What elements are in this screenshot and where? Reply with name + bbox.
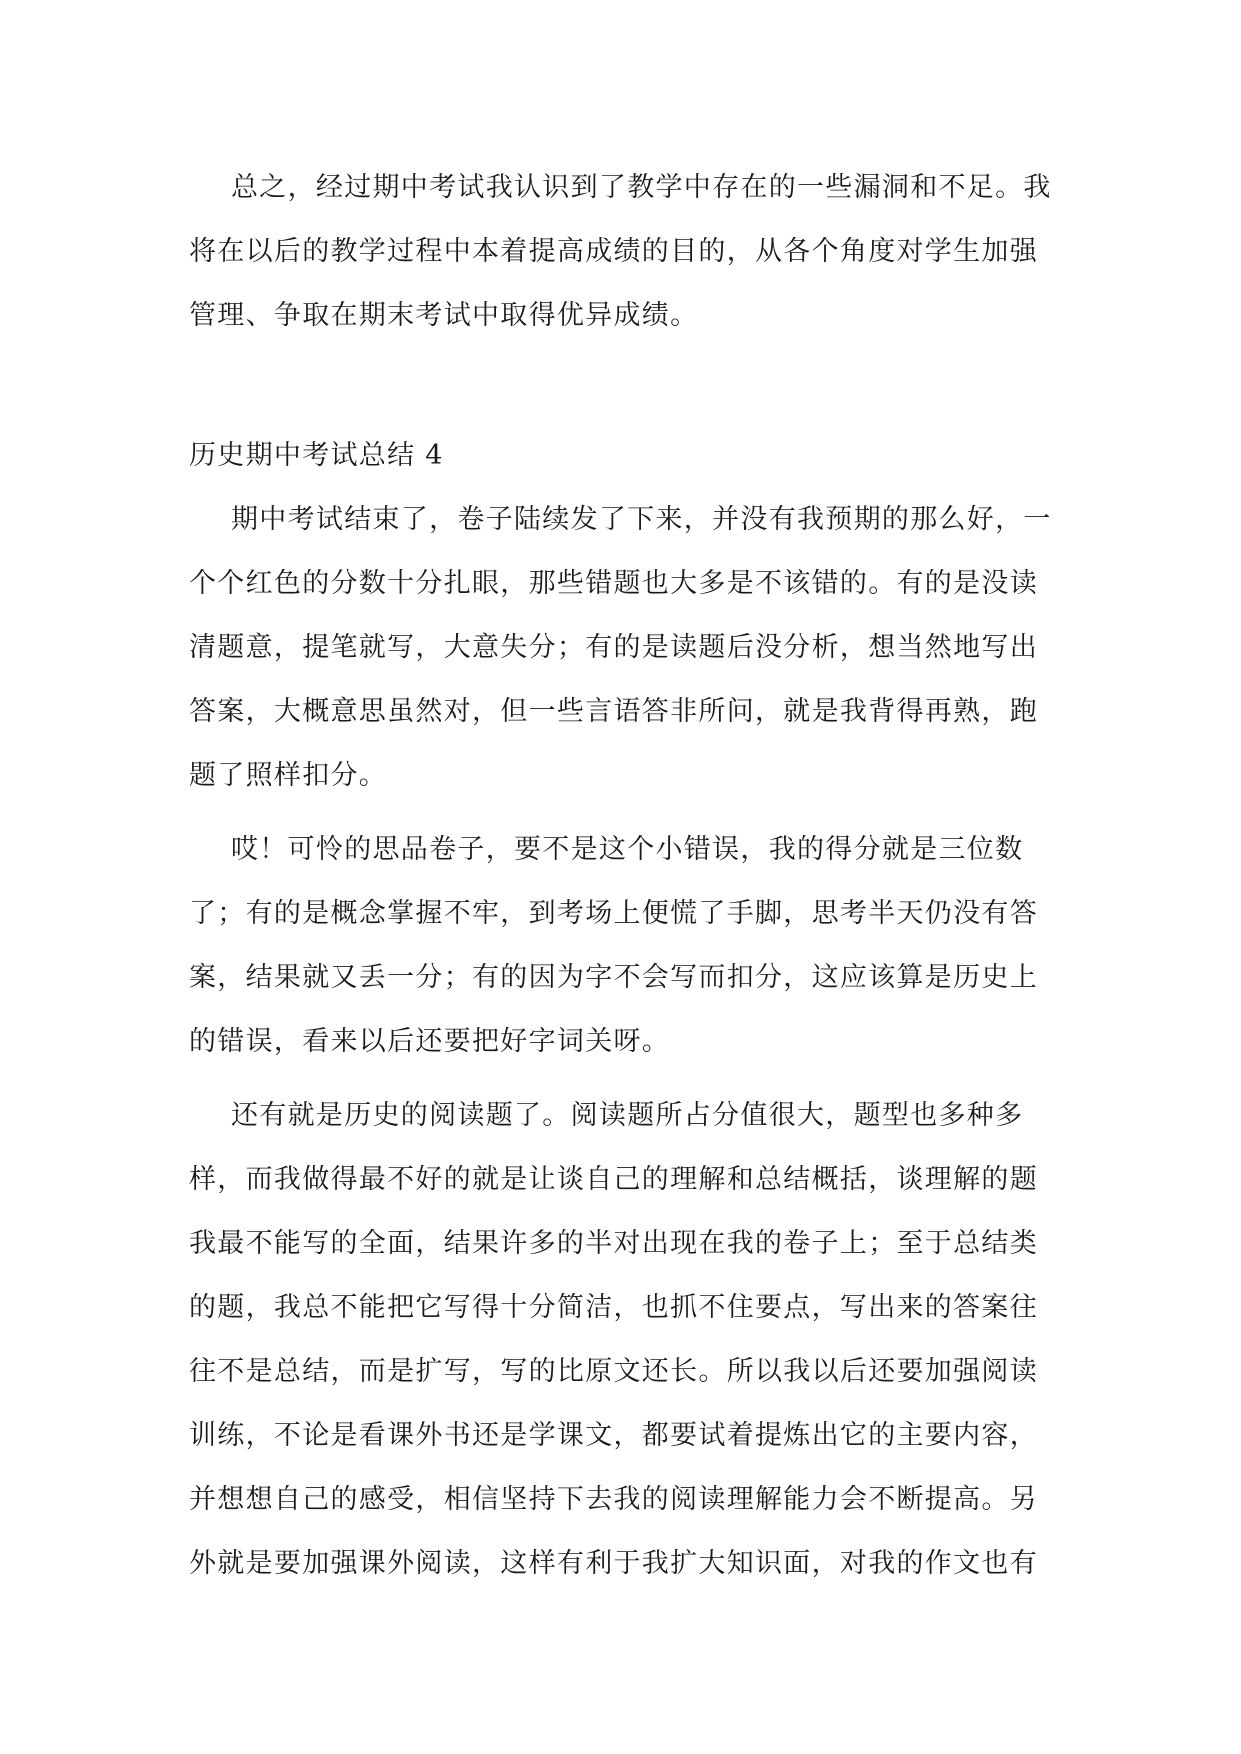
section-title: 历史期中考试总结 4: [189, 440, 444, 471]
paragraph-1: 期中考试结束了，卷子陆续发了下来，并没有我预期的那么好，一个个红色的分数十分扎眼，那些错题也大多是不该错的。有的是没读清题意，提笔就写，大意失分；有的是读题后没分析，想当然地写出答案，大概意思虽然对，但一些言语答非所问，就是我背得再熟，跑题了照样扣分。: [189, 504, 1052, 791]
paragraph-3: 还有就是历史的阅读题了。阅读题所占分值很大，题型也多种多样，而我做得最不好的就是让谈自己的理解和总结概括，谈理解的题我最不能写的全面，结果许多的半对出现在我的卷子上；至于总结类的题，我总不能把它写得十分简洁，也抓不住要点，写出来的答案往往不是总结，而是扩写，写的比原文还长。所以我以后还要加强阅读训练，不论是看课外书还是学课文，都要试着提炼出它的主要内容，并想想自己的感受，相信坚持下去我的阅读理解能力会不断提高。另外就是要加强课外阅读，这样有利于我扩大知识面，对我的作文也有: [189, 1100, 1038, 1579]
paragraph-conclusion: 总之，经过期中考试我认识到了教学中存在的一些漏洞和不足。我将在以后的教学过程中本着提高成绩的目的，从各个角度对学生加强管理、争取在期末考试中取得优异成绩。: [189, 172, 1052, 331]
paragraph-2: 哎！可怜的思品卷子，要不是这个小错误，我的得分就是三位数了；有的是概念掌握不牢，到考场上便慌了手脚，思考半天仍没有答案，结果就又丢一分；有的因为字不会写而扣分，这应该算是历史上的错误，看来以后还要把好字词关呀。: [189, 834, 1038, 1057]
paragraph-gap: [189, 1074, 1059, 1084]
document-body: [189, 156, 1059, 1596]
paragraph-gap: [189, 808, 1059, 818]
section-spacer: [189, 348, 1059, 424]
